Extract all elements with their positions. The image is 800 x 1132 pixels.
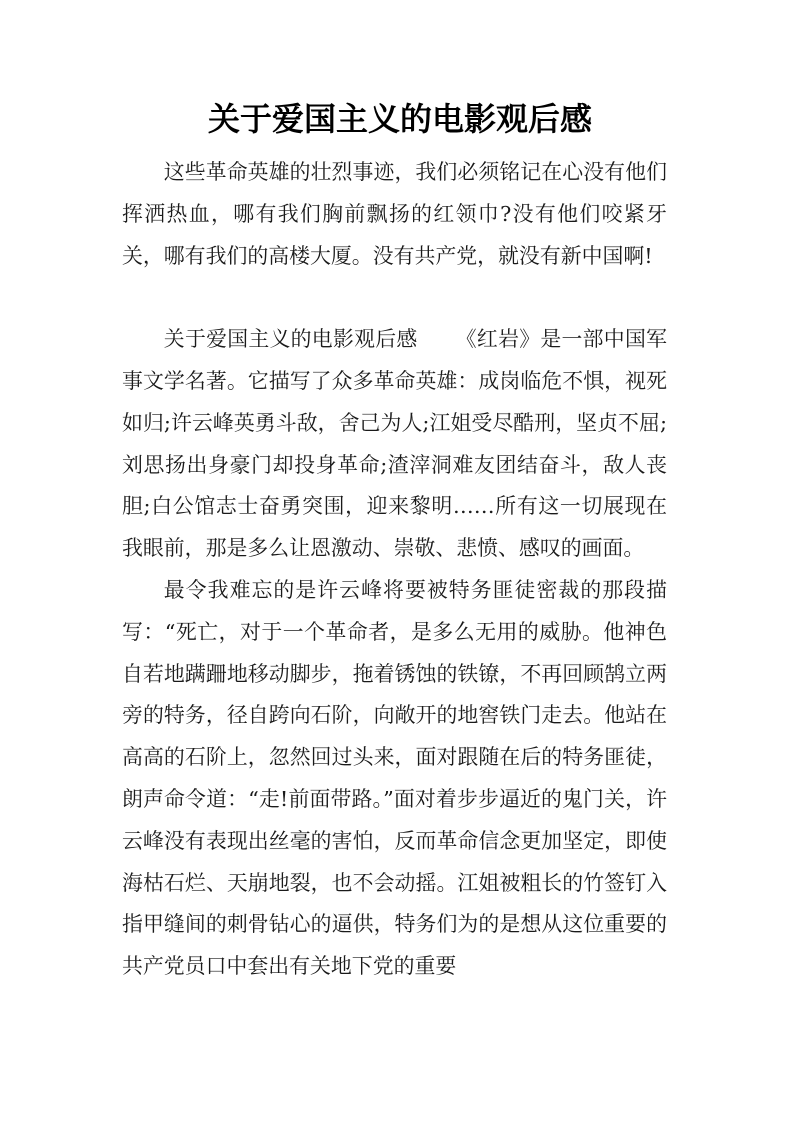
paragraph-2: [122, 319, 667, 570]
document-body: [122, 152, 667, 988]
paragraph-3: 最令我难忘的是许云峰将要被特务匪徒密裁的那段描写：“死亡，对于一个革命者，是多么无用的威胁。他神色自若地蹒跚地移动脚步，拖着锈蚀的铁镣，不再回顾鹄立两旁的特务，径自跨向石阶，向敞开的地窖铁门走去。他站在高高的石阶上，忽然回过头来，面对跟随在后的特务匪徒，朗声命令道：“走!前面带路。”面对着步步逼近的鬼门关，许云峰没有表现出丝毫的害怕，反而革命信念更加坚定，即使海枯石烂、天崩地裂，也不会动摇。江姐被粗长的竹签钉入指甲缝间的刺骨钻心的逼供，特务们为的是想从这位重要的共产党员口中套出有关地下党的重要: [122, 577, 667, 979]
paragraph-2-text: 《红岩》是一部中国军事文学名著。它描写了众多革命英雄：成岗临危不惧，视死如归;许云峰英勇斗敌，舍己为人;江姐受尽酷刑，坚贞不屈;刘思扬出身豪门却投身革命;渣滓洞难友团结奋斗，敌人丧胆;白公馆志士奋勇突围，迎来黎明……所有这一切展现在我眼前，那是多么让恩激动、崇敬、悲愤、感叹的画面。: [122, 327, 667, 561]
paragraph-2-lead: 关于爱国主义的电影观后感: [163, 327, 418, 352]
document-title: 关于爱国主义的电影观后感: [207, 100, 592, 138]
blank-line: [122, 277, 667, 319]
paragraph-1: 这些革命英雄的壮烈事迹，我们必须铭记在心没有他们挥洒热血，哪有我们胸前飘扬的红领巾?没有他们咬紧牙关，哪有我们的高楼大厦。没有共产党，就没有新中国啊!: [122, 160, 667, 268]
